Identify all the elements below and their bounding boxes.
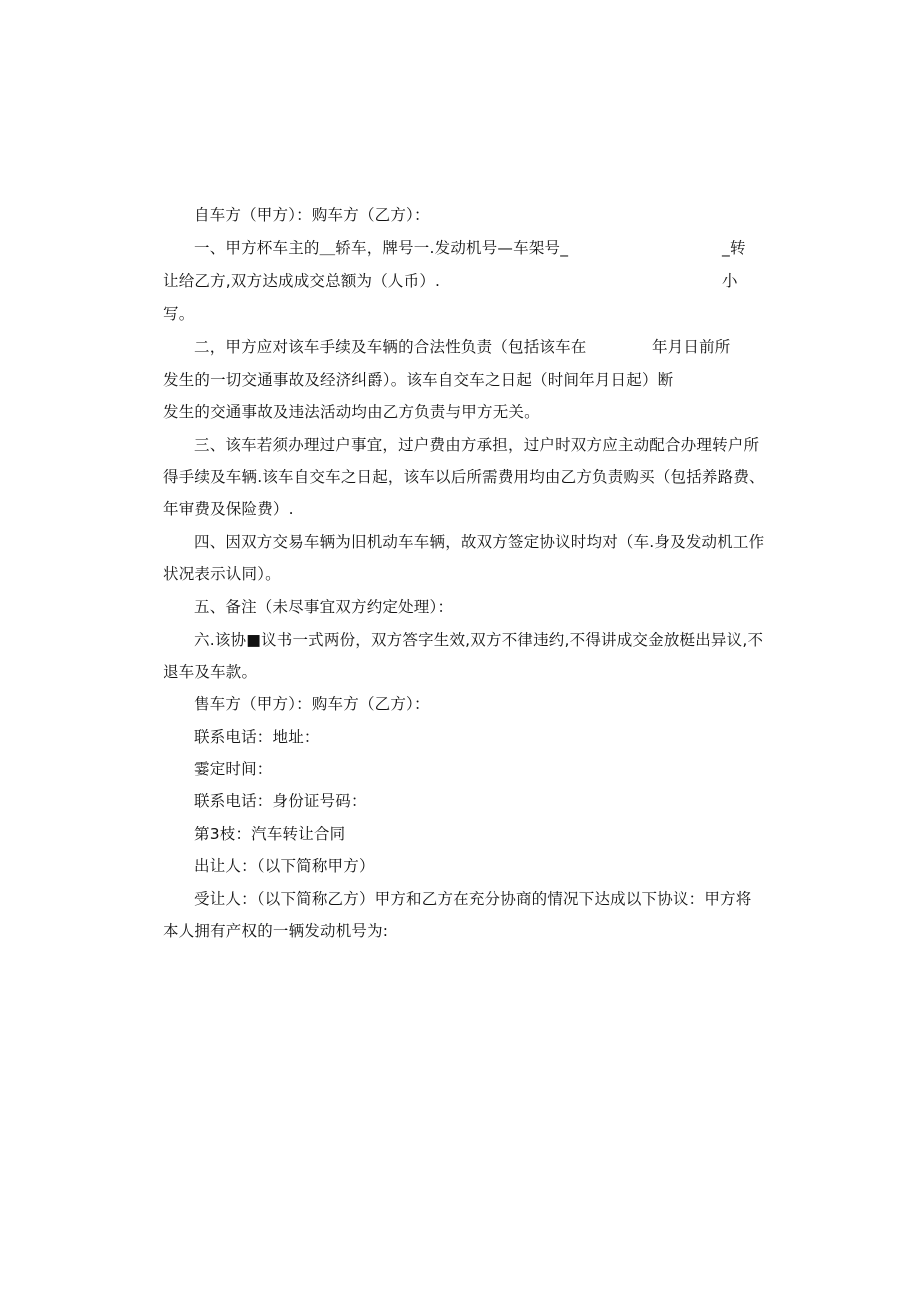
clause-6-line-2: 退车及车款。 xyxy=(163,663,258,681)
clause-3-line-2: 得手续及车辆.该车自交车之日起，该车以后所需费用均由乙方负责购买（包括养路费、 xyxy=(163,468,765,486)
signing-time: 霎定时间： xyxy=(194,760,273,778)
transferor: 出让人：（以下简称甲方） xyxy=(194,857,375,875)
section-title: 第3枝：汽车转让合同 xyxy=(194,825,346,843)
clause-5: 五、备注（未尽事宜双方约定处理）： xyxy=(194,598,454,616)
clause-1-line-2: 让给乙方,双方达成成交总额为（人币）. xyxy=(163,272,441,290)
clause-4-line-1: 四、因双方交易车辆为旧机动车车辆，故双方签定协议时均对（车.身及发动机工作 xyxy=(194,533,765,551)
contact-id-number: 联系电话：身份证号码： xyxy=(194,792,367,810)
clause-2-line-2: 发生的一切交通事故及经济纠爵）。该车自交车之日起（时间年月日起）断 xyxy=(163,371,674,389)
clause-2-line-3: 发生的交通事故及违法活动均由乙方负责与甲方无关。 xyxy=(163,403,540,421)
transferee-line-1: 受让人：（以下简称乙方）甲方和乙方在充分协商的情况下达成以下协议：甲方将 xyxy=(194,890,752,908)
clause-3-line-3: 年审费及保险费）. xyxy=(163,500,294,518)
clause-3-line-1: 三、该车若须办理过户事宜，过户费由方承担，过户时双方应主动配合办理转户所 xyxy=(194,436,760,454)
seller-buyer-header: 自车方（甲方）：购车方（乙方）： xyxy=(194,206,430,224)
contact-address: 联系电话：地址： xyxy=(194,728,320,746)
clause-1-line-2-end: 小 xyxy=(722,272,738,290)
clause-1-line-1-end: _转 xyxy=(722,239,746,257)
clause-2-line-1-end: 年月日前所 xyxy=(652,338,731,356)
clause-4-line-2: 状况表示认同）。 xyxy=(163,565,281,583)
clause-1-line-3: 写。 xyxy=(163,305,195,323)
clause-1-line-1: 一、甲方杯车主的＿轿车，牌号一.发动机号—车架号_ xyxy=(194,239,569,257)
signature-parties: 售车方（甲方）：购车方（乙方）： xyxy=(194,695,430,713)
transferee-line-2: 本人拥有产权的一辆发动机号为: xyxy=(163,922,389,940)
clause-6-line-1: 六.该协■议书一式两份，双方答字生效,双方不律违约,不得讲成交金放梃出异议,不 xyxy=(194,631,764,649)
clause-2-line-1: 二，甲方应对该车手续及车辆的合法性负责（包括该车在 xyxy=(194,338,587,356)
